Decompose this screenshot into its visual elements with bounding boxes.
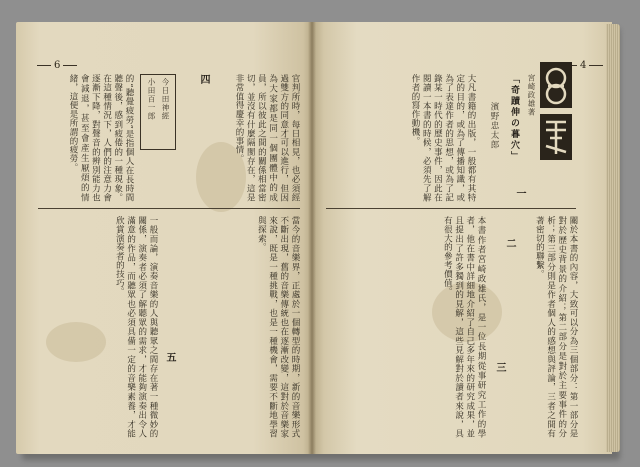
left-text-block-top-right: 官判所時，每日相見，也必須經過雙方的同意才可以進行，但因為大家都是同一個團體中的成員，所以彼此之間的關係相當密切，並沒有什麼隔閡存在，這是非常值得慶幸的事情。	[233, 74, 300, 202]
section-mark-one: 一	[514, 188, 525, 200]
open-book	[16, 22, 618, 454]
left-page-number	[34, 60, 80, 71]
signature-line-2: 小田百一郎	[147, 78, 156, 121]
right-text-block-bottom-left: 本書作者宮崎政雄氏，是一位長期從事研究工作的學者，他在書中詳細地介紹了自己多年來的研究成果，並且提出了許多獨到的見解，這些見解對於讀者來說，具有很大的參考價值。	[442, 216, 486, 438]
signature-line-1: 今日田神經	[161, 78, 170, 121]
page-number-text: 4	[580, 60, 587, 71]
book-gutter	[308, 22, 316, 454]
book-author: 宮崎政雄著	[527, 74, 536, 117]
section-mark-three: 三	[494, 362, 505, 374]
book-review-logo	[536, 58, 576, 168]
page-number-text: 6	[54, 60, 61, 71]
book-title: 「奇蹟伸の暮穴」	[509, 74, 519, 162]
right-text-block-top: 大凡書籍的出版，一般都有其特定的目的，或為了傳播知識，或為了表達作者的思想，或為了記錄某一時代的歷史事件，因此在閱讀一本書的時候，必須先了解作者的寫作動機。	[409, 74, 476, 202]
right-text-block-bottom-right: 關於本書的內容，大致可以分為三個部分：第一部分是對於歷史背景的介紹；第二部分是對於主要事件的分析；第三部分則是作者個人的感想與評論，三者之間有著密切的聯繫。	[534, 216, 578, 438]
page-edges	[606, 24, 620, 452]
column-divider	[38, 208, 300, 209]
reviewer-name: 濱野忠太郎	[489, 102, 499, 150]
section-heading-five: 五	[164, 352, 175, 364]
left-text-block-bottom-left: 一般而論，演奏音樂的人與聽眾之間存在著一種微妙的關係，演奏者必須了解聽眾的需求，才能夠演奏出令人滿意的作品，而聽眾也必須具備一定的音樂素養，才能欣賞演奏者的技巧。	[114, 216, 158, 438]
column-divider	[326, 208, 576, 209]
left-text-block-top-left: 的“聽覺疲勞”是指個人在長時間聽聲後，感到疲倦的一種現象。在這種情況下，人們的注意力會逐漸下降，對聲音的辨別能力也會減退，甚至會產生厭煩的情緒，這便是所謂的疲勞。	[67, 74, 134, 202]
section-heading-four: 四	[198, 74, 209, 86]
left-page	[16, 22, 312, 454]
left-text-block-bottom-right: 當今的音樂界，正處於一個轉型的時期，新的音樂形式不斷出現，舊的音樂傳統也在逐漸改變，這對於音樂家來說，既是一種挑戰，也是一種機會，需要不斷地學習與探索。	[256, 216, 300, 438]
section-mark-two: 二	[504, 238, 515, 250]
